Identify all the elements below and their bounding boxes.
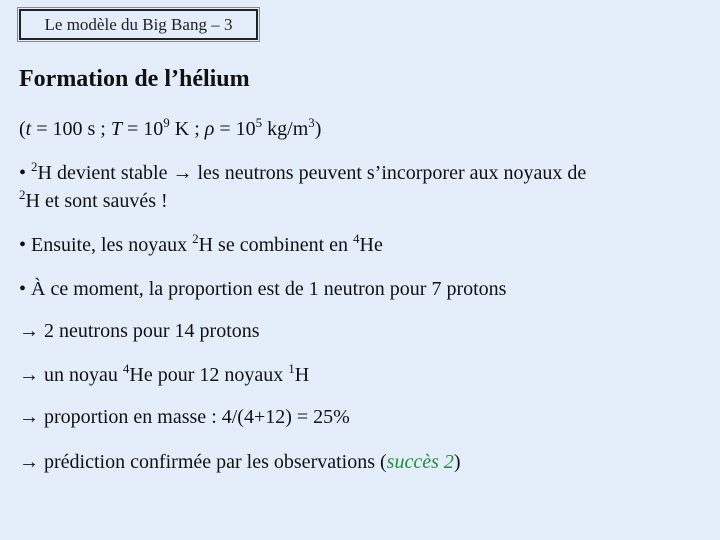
- bullet-neutron-ratio: • À ce moment, la proportion est de 1 neutron pour 7 protons: [19, 278, 507, 300]
- temperature-variable: T: [110, 118, 122, 140]
- success-label: succès 2: [386, 451, 454, 473]
- slide-label: Le modèle du Big Bang – 3: [19, 9, 258, 40]
- temperature-unit: K ;: [169, 118, 205, 140]
- density-variable: ρ: [204, 118, 215, 140]
- arrow-line-mass-proportion: → proportion en masse : 4/(4+12) = 25%: [19, 406, 350, 428]
- arrow-text: → un noyau: [19, 364, 123, 386]
- bullet-prefix: •: [19, 162, 32, 184]
- density-value: = 10: [214, 118, 256, 140]
- arrow-text: ): [453, 451, 461, 473]
- density-unit-exponent: 3: [308, 115, 315, 130]
- isotope-mass-number: 1: [288, 361, 295, 376]
- time-value: = 100 s ;: [31, 118, 111, 140]
- isotope-mass-number: 2: [31, 159, 38, 174]
- time-variable: t: [25, 118, 32, 140]
- isotope-mass-number: 4: [122, 361, 130, 376]
- bullet-deuterium-stable-cont: [19, 187, 168, 213]
- bullet-deuterium-stable: [19, 159, 587, 185]
- bullet-text: H et sont sauvés !: [25, 190, 168, 212]
- density-unit: kg/m: [262, 118, 309, 140]
- bullet-text: H se combinent en: [198, 234, 353, 256]
- conditions-line: [19, 115, 322, 141]
- bullet-text: He: [359, 234, 383, 256]
- arrow-line-nuclei: [19, 361, 310, 387]
- arrow-text: H: [294, 364, 310, 386]
- temperature-exponent: 9: [163, 115, 170, 130]
- bullet-text: • Ensuite, les noyaux: [19, 234, 193, 256]
- arrow-text: He pour 12 noyaux: [129, 364, 289, 386]
- density-exponent: 5: [255, 115, 263, 130]
- arrow-line-prediction: [19, 451, 461, 474]
- paren-close: ): [314, 118, 322, 140]
- arrow-text: → prédiction confirmée par les observations (: [19, 451, 387, 473]
- arrow-line-neutrons: → 2 neutrons pour 14 protons: [19, 320, 260, 342]
- isotope-mass-number: 4: [353, 231, 360, 246]
- bullet-helium-formation: [19, 231, 383, 257]
- isotope-mass-number: 2: [19, 187, 26, 202]
- paren-open: (: [19, 118, 26, 140]
- temperature-value: = 10: [121, 118, 164, 140]
- isotope-mass-number: 2: [192, 231, 199, 246]
- bullet-text: H devient stable → les neutrons peuvent s’incorporer aux noyaux de: [37, 162, 587, 184]
- slide-title: Formation de l’hélium: [19, 66, 250, 92]
